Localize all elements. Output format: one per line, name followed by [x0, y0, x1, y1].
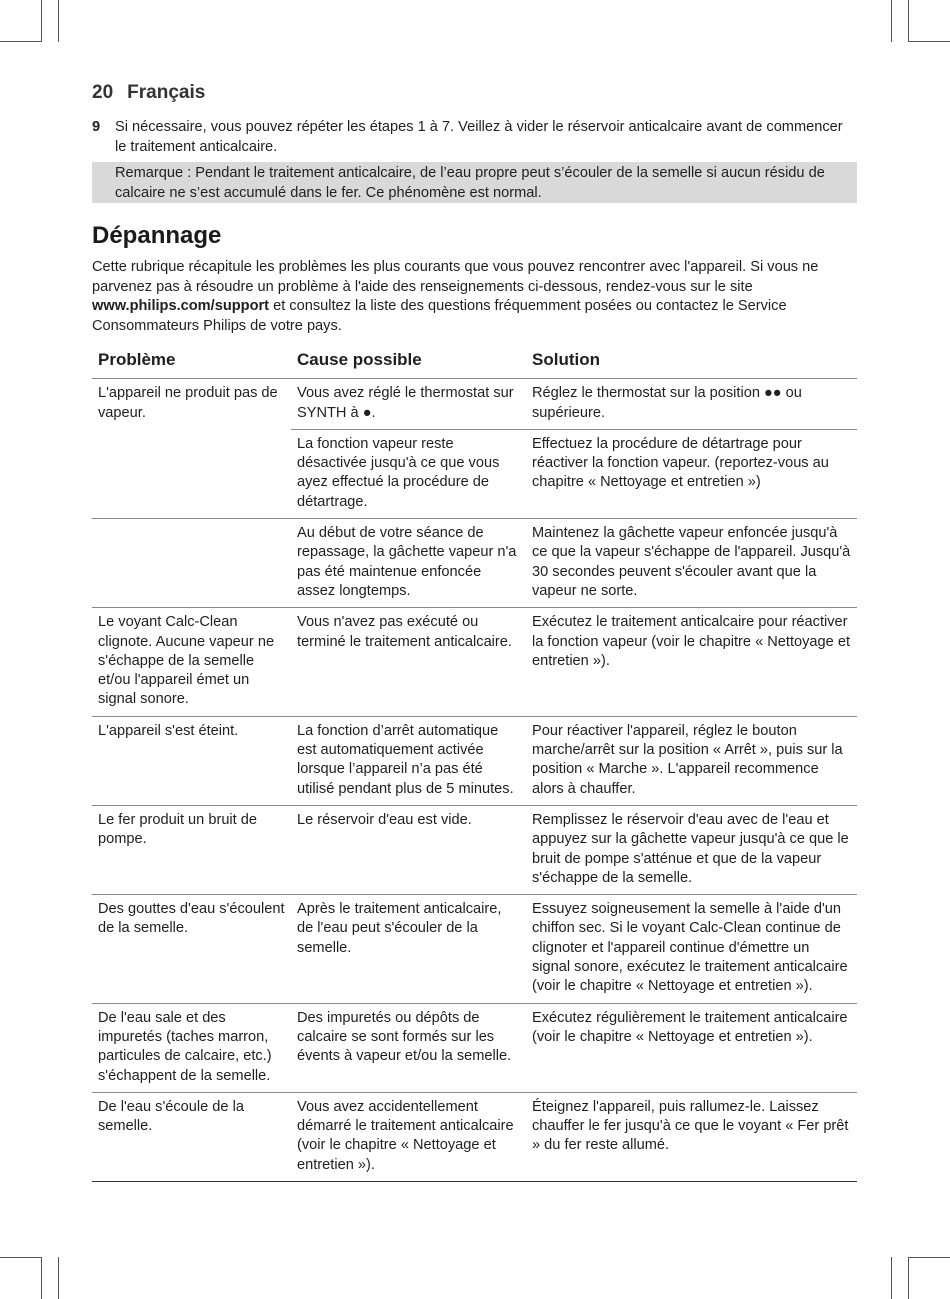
column-header-solution: Solution [526, 343, 857, 379]
cause-cell: La fonction d’arrêt automatique est automatiquement activée lorsque l’appareil n’a pas été utilisé pendant plus de 5 minutes. [291, 716, 526, 805]
table-row [92, 1092, 857, 1181]
crop-mark [891, 0, 892, 42]
problem-cell: De l'eau s'écoule de la semelle. [92, 1092, 291, 1181]
solution-cell: Réglez le thermostat sur la position ●● ou supérieure. [532, 385, 802, 421]
cause-cell: Au début de votre séance de repassage, la gâchette vapeur n'a pas été maintenue enfoncée assez longtemps. [291, 519, 526, 608]
problem-cell: Le fer produit un bruit de pompe. [92, 805, 291, 894]
crop-mark [908, 1257, 950, 1258]
problem-cell: L'appareil s'est éteint. [92, 716, 291, 805]
solution-cell: Exécutez régulièrement le traitement anticalcaire (voir le chapitre « Nettoyage et entretien »). [526, 1003, 857, 1092]
intro-paragraph [92, 258, 857, 336]
support-link[interactable]: www.philips.com/support [92, 298, 270, 314]
crop-mark [0, 1257, 42, 1258]
cause-cell: Après le traitement anticalcaire, de l'eau peut s'écouler de la semelle. [291, 895, 526, 1003]
cause-cell: Vous avez accidentellement démarré le traitement anticalcaire (voir le chapitre « Nettoyage et entretien »). [291, 1092, 526, 1181]
solution-cell: Pour réactiver l'appareil, réglez le bouton marche/arrêt sur la position « Arrêt », puis sur la position « Marche ». L'appareil recommence alors à chauffer. [526, 716, 857, 805]
intro-text: et consultez la liste des questions fréquemment posées ou contactez le Service Consommateurs Philips de votre pays. [92, 298, 787, 334]
step-item [92, 118, 857, 157]
section-title: Dépannage [92, 222, 222, 249]
remark-box: Remarque : Pendant le traitement anticalcaire, de l’eau propre peut s’écouler de la semelle si aucun résidu de calcaire ne s’est accumulé dans le fer. Ce phénomène est normal. [92, 162, 857, 203]
table-row [92, 608, 857, 716]
crop-mark [908, 1257, 909, 1299]
crop-mark [0, 41, 42, 42]
crop-mark [908, 41, 950, 42]
crop-mark [891, 1257, 892, 1299]
problem-cell: Des gouttes d'eau s'écoulent de la semelle. [92, 895, 291, 1003]
cause-cell: Vous avez réglé le thermostat sur SYNTH à ●. [297, 385, 514, 421]
column-header-cause: Cause possible [291, 343, 526, 379]
intro-text: Cette rubrique récapitule les problèmes les plus courants que vous pouvez rencontrer avec l'appareil. Si vous ne parvenez pas à résoudre un problème à l'aide des renseignements ci-dessous, rendez-vous sur le site [92, 259, 819, 295]
solution-cell: Exécutez le traitement anticalcaire pour réactiver la fonction vapeur (voir le chapitre « Nettoyage et entretien »). [526, 608, 857, 716]
table-row [92, 1003, 857, 1092]
solution-cell: Effectuez la procédure de détartrage pour réactiver la fonction vapeur. (reportez-vous au chapitre « Nettoyage et entretien ») [526, 429, 857, 518]
table-row [92, 805, 857, 894]
solution-cell: Remplissez le réservoir d'eau avec de l'eau et appuyez sur la gâchette vapeur jusqu'à ce que le bruit de pompe s'atténue et que de la vapeur s'échappe de la semelle. [526, 805, 857, 894]
solution-cell: Essuyez soigneusement la semelle à l'aide d'un chiffon sec. Si le voyant Calc-Clean continue de clignoter et l'appareil continue d'émettre un signal sonore, exécutez le traitement anticalcaire (voir le chapitre « Nettoyage et entretien »). [526, 895, 857, 1003]
page-language: Français [127, 82, 206, 103]
table-row [92, 519, 857, 608]
column-header-problem: Problème [92, 343, 291, 379]
cause-cell: Le réservoir d'eau est vide. [291, 805, 526, 894]
table-row [92, 716, 857, 805]
crop-mark [908, 0, 909, 42]
page-number: 20 [92, 82, 114, 103]
problem-cell: De l'eau sale et des impuretés (taches marron, particules de calcaire, etc.) s'échappent de la semelle. [92, 1003, 291, 1092]
problem-cell [92, 429, 291, 518]
step-text: Si nécessaire, vous pouvez répéter les étapes 1 à 7. Veillez à vider le réservoir anticalcaire avant de commencer le traitement anticalcaire. [115, 119, 843, 155]
crop-mark [41, 1257, 42, 1299]
table-header-row [92, 343, 857, 379]
cause-cell: Des impuretés ou dépôts de calcaire se sont formés sur les évents à vapeur et/ou la semelle. [291, 1003, 526, 1092]
problem-cell: L'appareil ne produit pas de vapeur. [98, 385, 278, 421]
cause-cell: La fonction vapeur reste désactivée jusqu'à ce que vous ayez effectué la procédure de détartrage. [291, 429, 526, 518]
crop-mark [41, 0, 42, 42]
solution-cell: Éteignez l'appareil, puis rallumez-le. Laissez chauffer le fer jusqu'à ce que le voyant « Fer prêt » du fer reste allumé. [526, 1092, 857, 1181]
table-row [92, 429, 857, 518]
cause-cell: Vous n'avez pas exécuté ou terminé le traitement anticalcaire. [291, 608, 526, 716]
crop-mark [58, 0, 59, 42]
problem-cell [92, 519, 291, 608]
problem-cell: Le voyant Calc-Clean clignote. Aucune vapeur ne s'échappe de la semelle et/ou l'appareil émet un signal sonore. [92, 608, 291, 716]
solution-cell: Maintenez la gâchette vapeur enfoncée jusqu'à ce que la vapeur s'échappe de l'appareil. Jusqu'à 30 secondes peuvent s'écouler avant que la vapeur ne sorte. [526, 519, 857, 608]
table-row [92, 895, 857, 1003]
step-number: 9 [92, 119, 101, 135]
crop-mark [58, 1257, 59, 1299]
page-header [92, 82, 205, 104]
troubleshooting-table [92, 343, 857, 1182]
table-row [92, 379, 857, 430]
